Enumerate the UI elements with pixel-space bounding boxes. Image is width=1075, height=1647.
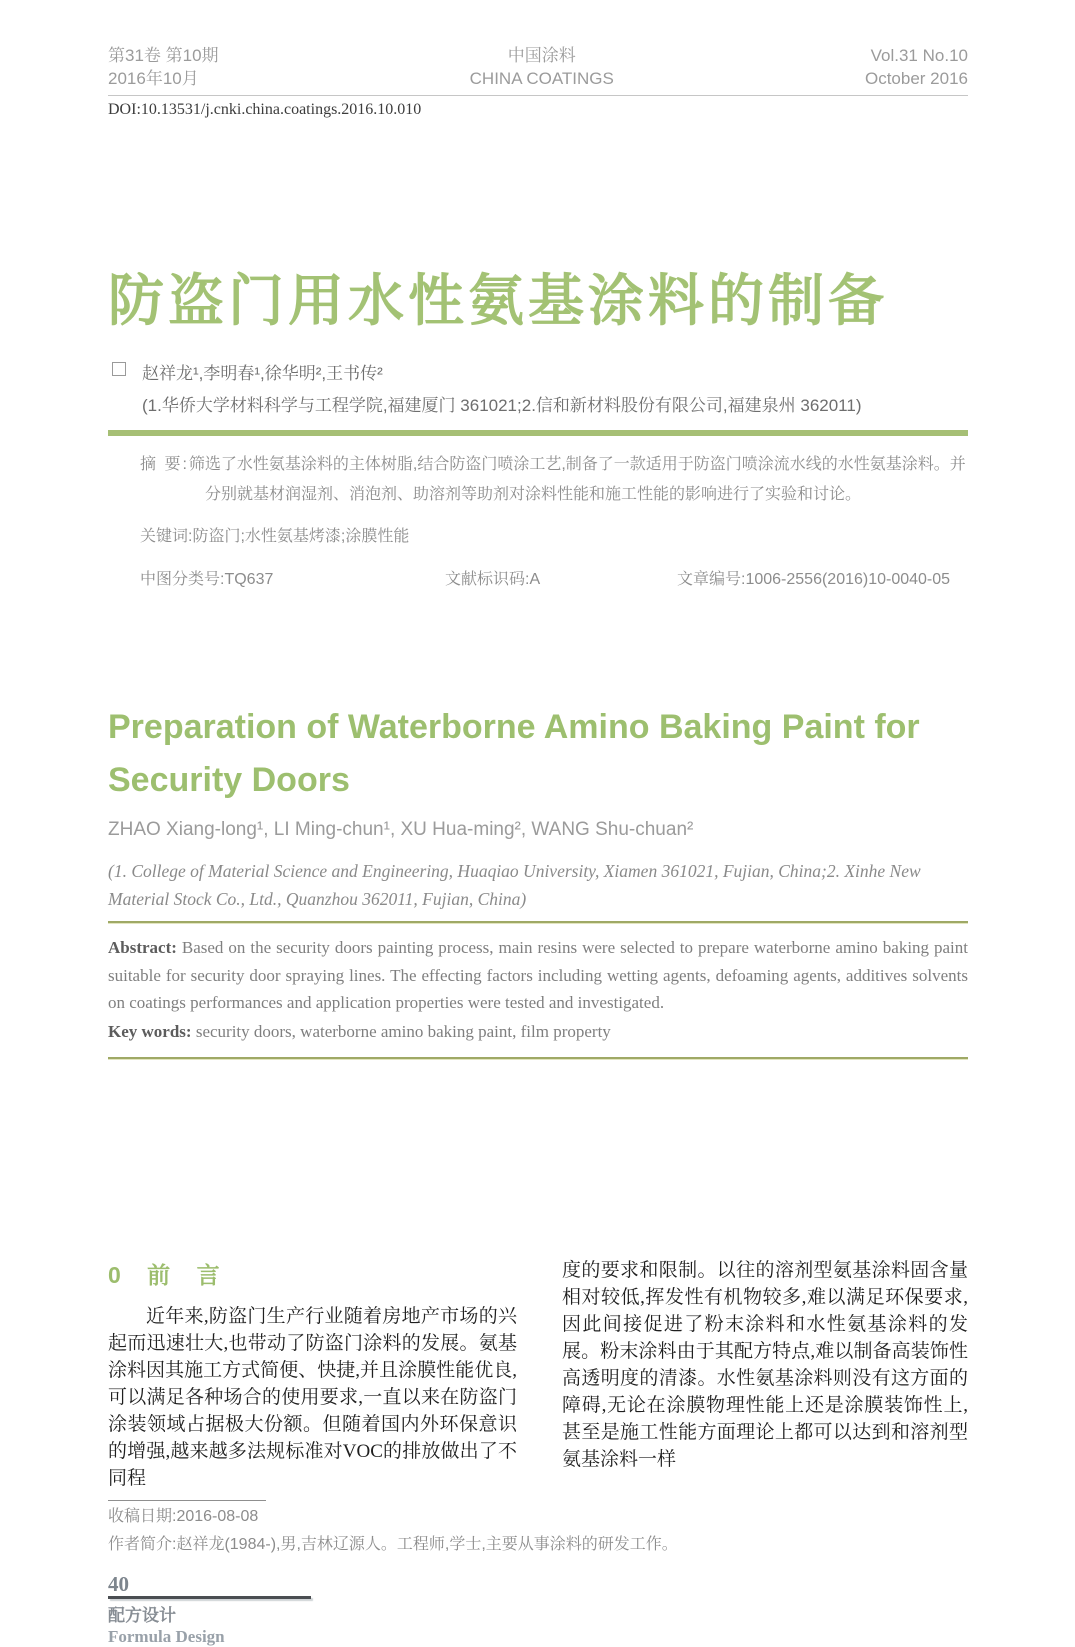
body-column-left bbox=[108, 1257, 517, 1492]
affiliation-cn: (1.华侨大学材料科学与工程学院,福建厦门 361021;2.信和新材料股份有限公司,福建泉州 362011) bbox=[142, 396, 862, 415]
journal-name-cn: 中国涂料 bbox=[507, 46, 576, 65]
green-divider-bar bbox=[108, 430, 968, 436]
volume-issue-cn: 第31卷 第10期 bbox=[108, 46, 219, 65]
page-number: 40 bbox=[108, 1572, 129, 1596]
intro-paragraph-right: 度的要求和限制。以往的溶剂型氨基涂料固含量相对较低,挥发性有机物较多,难以满足环保要求,因此间接促进了粉末涂料和水性氨基涂料的发展。粉末涂料由于其配方特点,难以制备高装饰性高透明度的清漆。水性氨基涂料则没有这方面的障碍,无论在涂膜物理性能上还是涂膜装饰性上,甚至是施工性能方面理论上都可以达到和溶剂型氨基涂料一样 bbox=[562, 1260, 968, 1470]
olive-rule-top bbox=[108, 921, 968, 923]
olive-rule-bottom bbox=[108, 1057, 968, 1059]
keywords-text-en: security doors, waterborne amino baking paint, film property bbox=[195, 1021, 611, 1041]
footnote-rule bbox=[108, 1500, 266, 1501]
page-number-rule bbox=[108, 1596, 311, 1599]
header-journal-block bbox=[470, 44, 614, 90]
journal-header bbox=[108, 44, 968, 96]
received-date: 收稿日期:2016-08-08 bbox=[108, 1508, 259, 1525]
date-en: October 2016 bbox=[864, 69, 968, 88]
author-marker-box bbox=[112, 362, 126, 376]
intro-paragraph-left: 近年来,防盗门生产行业随着房地产市场的兴起而迅速壮大,也带动了防盗门涂料的发展。氨基涂料因其施工方式简便、快捷,并且涂膜性能优良,可以满足各种场合的使用要求,一直以来在防盗门涂装领域占据极大份额。但随着国内外环保意识的增强,越来越多法规标准对VOC的排放做出了不同程 bbox=[108, 1306, 517, 1489]
keywords-label-en: Key words: bbox=[108, 1021, 196, 1041]
author-bio: 作者简介:赵祥龙(1984-),男,吉林辽源人。工程师,学士,主要从事涂料的研发工作。 bbox=[108, 1536, 678, 1553]
column-name-en: Formula Design bbox=[108, 1627, 225, 1646]
page-content bbox=[108, 0, 968, 1647]
abstract-en bbox=[108, 934, 968, 1045]
body-column-right bbox=[562, 1257, 968, 1492]
authors-row-cn bbox=[108, 359, 968, 384]
document-code: 文献标识码:A bbox=[445, 571, 541, 588]
header-volume-block bbox=[108, 44, 219, 90]
affiliation-en: (1. College of Material Science and Engineering, Huaqiao University, Xiamen 361021, Fujian, China;2. Xinhe New Material Stock Co., Ltd., Quanzhou 362011, Fujian, China) bbox=[108, 861, 921, 909]
footnote-block bbox=[108, 1500, 968, 1557]
abstract-label-cn: 摘 要: bbox=[140, 456, 189, 473]
keywords-cn: 关键词:防盗门;水性氨基烤漆;涂膜性能 bbox=[140, 528, 410, 545]
article-title-cn: 防盗门用水性氨基涂料的制备 bbox=[108, 269, 888, 332]
section-heading-intro: 0 前 言 bbox=[108, 1262, 222, 1288]
authors-en: ZHAO Xiang-long¹, LI Ming-chun¹, XU Hua-ming², WANG Shu-chuan² bbox=[108, 819, 694, 840]
column-name-cn: 配方设计 bbox=[108, 1606, 176, 1625]
clc-number: 中图分类号:TQ637 bbox=[140, 571, 274, 588]
doi-line: DOI:10.13531/j.cnki.china.coatings.2016.10.010 bbox=[108, 101, 422, 118]
abstract-cn bbox=[108, 450, 968, 510]
classification-row bbox=[108, 566, 968, 589]
abstract-text-cn: 筛选了水性氨基涂料的主体树脂,结合防盗门喷涂工艺,制备了一款适用于防盗门喷涂流水线的水性氨基涂料。并分别就基材润湿剂、消泡剂、助溶剂等助剂对涂料性能和施工性能的影响进行了实验和讨论。 bbox=[188, 456, 966, 503]
header-volume-en-block bbox=[865, 44, 968, 90]
body-columns bbox=[108, 1257, 968, 1492]
date-cn: 2016年10月 bbox=[108, 69, 199, 88]
journal-name-en: CHINA COATINGS bbox=[469, 69, 614, 88]
abstract-text-en: Based on the security doors painting process, main resins were selected to prepare waterborne amino baking paint suitable for security door spraying lines. The effecting factors including wetting agents, defoaming agents, additives solvents on coatings performances and application properties were tested and investigated. bbox=[108, 938, 969, 1012]
article-title-en: Preparation of Waterborne Amino Baking Paint for Security Doors bbox=[108, 708, 920, 799]
authors-cn: 赵祥龙¹,李明春¹,徐华明²,王书传² bbox=[142, 364, 383, 383]
article-id: 文章编号:1006-2556(2016)10-0040-05 bbox=[677, 571, 951, 588]
abstract-label-en: Abstract: bbox=[108, 938, 182, 957]
volume-issue-en: Vol.31 No.10 bbox=[870, 46, 968, 65]
keywords-en-line bbox=[108, 1018, 968, 1046]
